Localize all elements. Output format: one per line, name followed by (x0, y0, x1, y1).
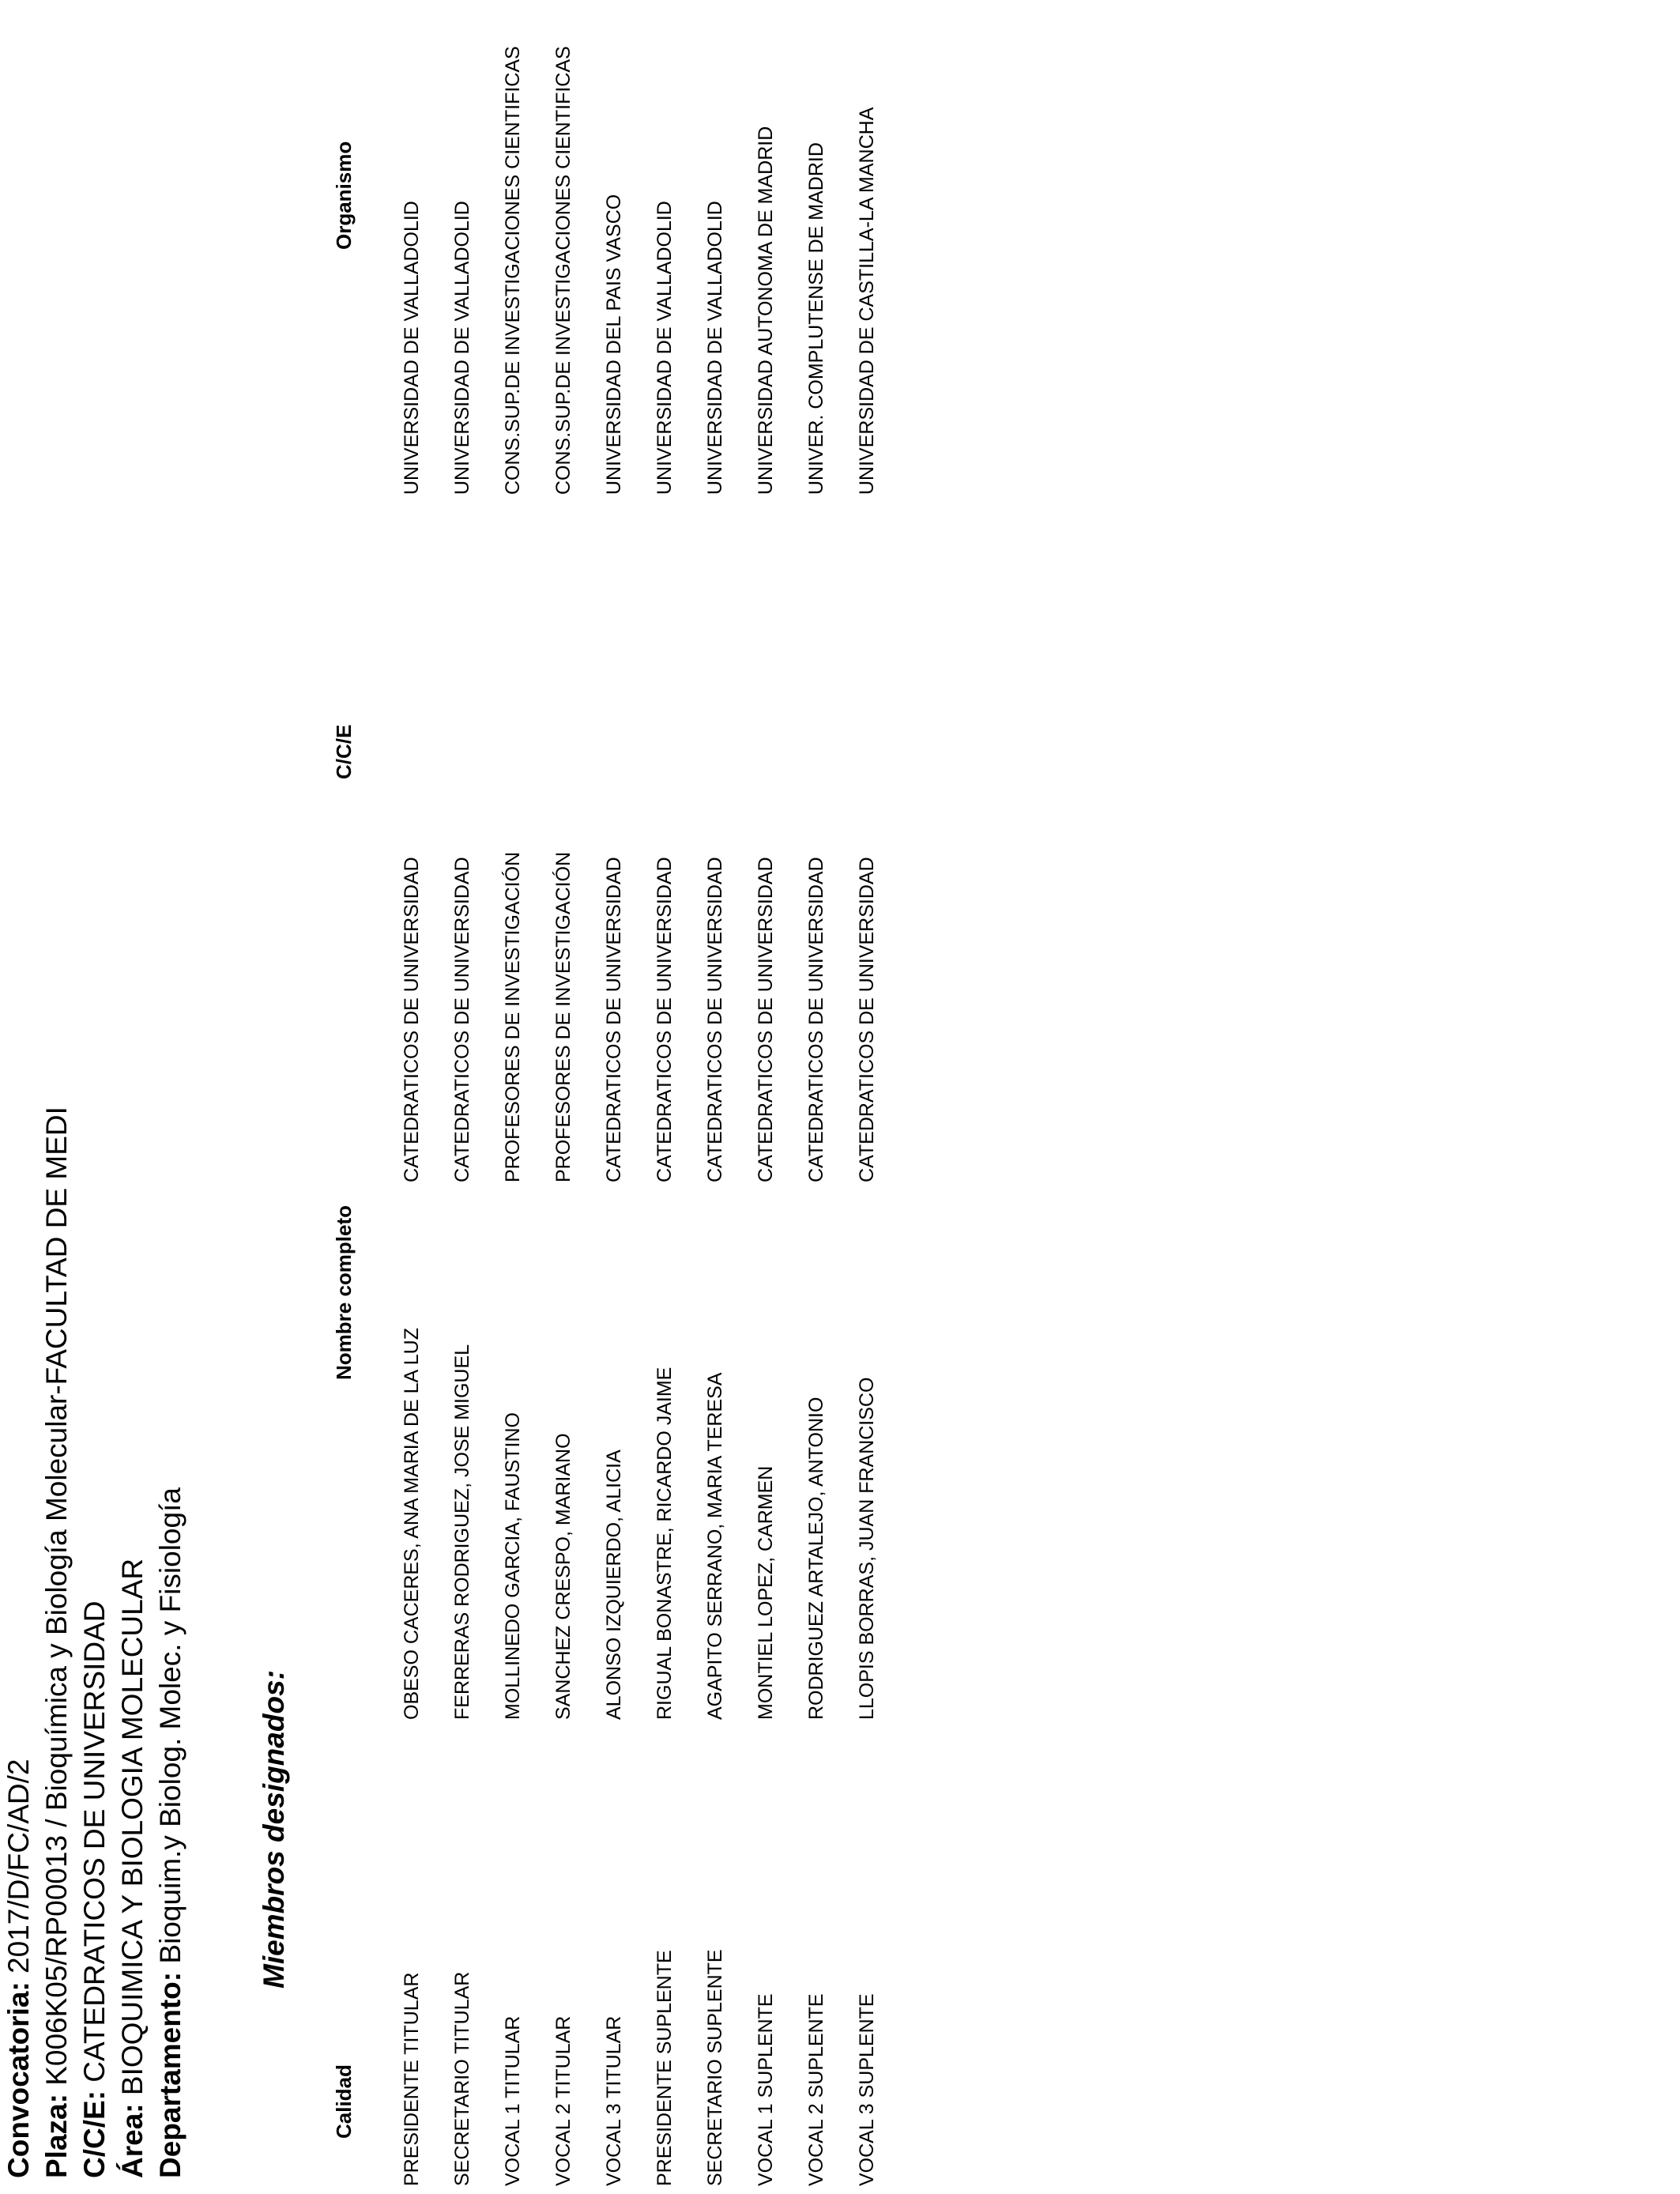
area-value: BIOQUIMICA Y BIOLOGIA MOLECULAR (116, 1558, 149, 2104)
cce-label: C/C/E: (78, 2090, 111, 2178)
cell-organismo: UNIVER. COMPLUTENSE DE MADRID (805, 142, 827, 495)
cce-value: CATEDRATICOS DE UNIVERSIDAD (78, 1600, 111, 2090)
departamento-label: Departamento: (154, 1971, 186, 2178)
table-row (602, 0, 634, 2194)
table-row (450, 0, 482, 2194)
cell-organismo: UNIVERSIDAD DE VALLADOLID (654, 201, 676, 495)
plaza-value: K006K05/RP00013 / Bioquímica y Biología Molecular-FACULTAD DE MEDI (40, 1106, 73, 2094)
cell-calidad: VOCAL 1 SUPLENTE (755, 1993, 777, 2186)
cell-calidad: VOCAL 2 SUPLENTE (805, 1993, 827, 2186)
cell-cce: CATEDRATICOS DE UNIVERSIDAD (856, 857, 878, 1182)
area-label: Área: (116, 2103, 149, 2178)
cell-cce: CATEDRATICOS DE UNIVERSIDAD (654, 857, 676, 1182)
cce-line (76, 1106, 114, 2178)
table-row (804, 0, 836, 2194)
table-row (501, 0, 533, 2194)
convocatoria-line (0, 1106, 38, 2178)
table-row (855, 0, 887, 2194)
cell-nombre: RODRIGUEZ ARTALEJO, ANTONIO (805, 1397, 827, 1720)
area-line (114, 1106, 152, 2178)
section-title: Miembros designados: (258, 1670, 290, 1989)
cell-organismo: UNIVERSIDAD DE VALLADOLID (704, 201, 726, 495)
cell-nombre: LLOPIS BORRAS, JUAN FRANCISCO (856, 1377, 878, 1720)
departamento-line (152, 1106, 190, 2178)
cell-cce: CATEDRATICOS DE UNIVERSIDAD (755, 857, 777, 1182)
plaza-line (38, 1106, 76, 2178)
table-row (400, 0, 431, 2194)
cell-nombre: FERRERAS RODRIGUEZ, JOSE MIGUEL (451, 1344, 473, 1720)
cell-nombre: AGAPITO SERRANO, MARIA TERESA (704, 1372, 726, 1720)
cell-nombre: SANCHEZ CRESPO, MARIANO (552, 1433, 574, 1720)
table-row (754, 0, 785, 2194)
table-row (552, 0, 583, 2194)
cell-cce: CATEDRATICOS DE UNIVERSIDAD (603, 857, 625, 1182)
cell-cce: CATEDRATICOS DE UNIVERSIDAD (451, 857, 473, 1182)
cell-cce: CATEDRATICOS DE UNIVERSIDAD (704, 857, 726, 1182)
cell-cce: CATEDRATICOS DE UNIVERSIDAD (805, 857, 827, 1182)
cell-calidad: PRESIDENTE TITULAR (401, 1972, 423, 2186)
column-header-nombre: Nombre completo (332, 1204, 356, 1380)
cell-calidad: SECRETARIO SUPLENTE (704, 1949, 726, 2186)
cell-organismo: CONS.SUP.DE INVESTIGACIONES CIENTIFICAS (502, 46, 524, 495)
cell-organismo: UNIVERSIDAD DE VALLADOLID (401, 201, 423, 495)
cell-organismo: UNIVERSIDAD DEL PAIS VASCO (603, 194, 625, 495)
cell-cce: PROFESORES DE INVESTIGACIÓN (552, 851, 574, 1182)
cell-organismo: UNIVERSIDAD DE CASTILLA-LA MANCHA (856, 107, 878, 495)
cell-calidad: VOCAL 3 SUPLENTE (856, 1993, 878, 2186)
cell-nombre: MOLLINEDO GARCIA, FAUSTINO (502, 1412, 524, 1720)
table-row (703, 0, 735, 2194)
cell-calidad: PRESIDENTE SUPLENTE (654, 1950, 676, 2186)
cell-organismo: CONS.SUP.DE INVESTIGACIONES CIENTIFICAS (552, 46, 574, 495)
cell-calidad: SECRETARIO TITULAR (451, 1971, 473, 2186)
cell-organismo: UNIVERSIDAD AUTONOMA DE MADRID (755, 126, 777, 495)
cell-cce: PROFESORES DE INVESTIGACIÓN (502, 851, 524, 1182)
convocatoria-value: 2017/D/FC/AD/2 (2, 1759, 35, 1982)
cell-nombre: MONTIEL LOPEZ, CARMEN (755, 1465, 777, 1720)
column-header-calidad: Calidad (332, 2064, 356, 2139)
cell-organismo: UNIVERSIDAD DE VALLADOLID (451, 201, 473, 495)
plaza-label: Plaza: (40, 2094, 73, 2178)
cell-cce: CATEDRATICOS DE UNIVERSIDAD (401, 857, 423, 1182)
header-block (0, 1106, 190, 2178)
cell-calidad: VOCAL 1 TITULAR (502, 2015, 524, 2186)
table-row (653, 0, 684, 2194)
departamento-value: Bioquim.y Biolog. Molec. y Fisiología (154, 1487, 186, 1972)
cell-nombre: RIGUAL BONASTRE, RICARDO JAIME (654, 1367, 676, 1720)
cell-nombre: ALONSO IZQUIERDO, ALICIA (603, 1449, 625, 1720)
cell-nombre: OBESO CACERES, ANA MARIA DE LA LUZ (401, 1328, 423, 1720)
column-header-cce: C/C/E (332, 724, 356, 779)
cell-calidad: VOCAL 3 TITULAR (603, 2015, 625, 2186)
cell-calidad: VOCAL 2 TITULAR (552, 2015, 574, 2186)
column-header-organismo: Organismo (332, 141, 356, 250)
convocatoria-label: Convocatoria: (2, 1981, 35, 2178)
